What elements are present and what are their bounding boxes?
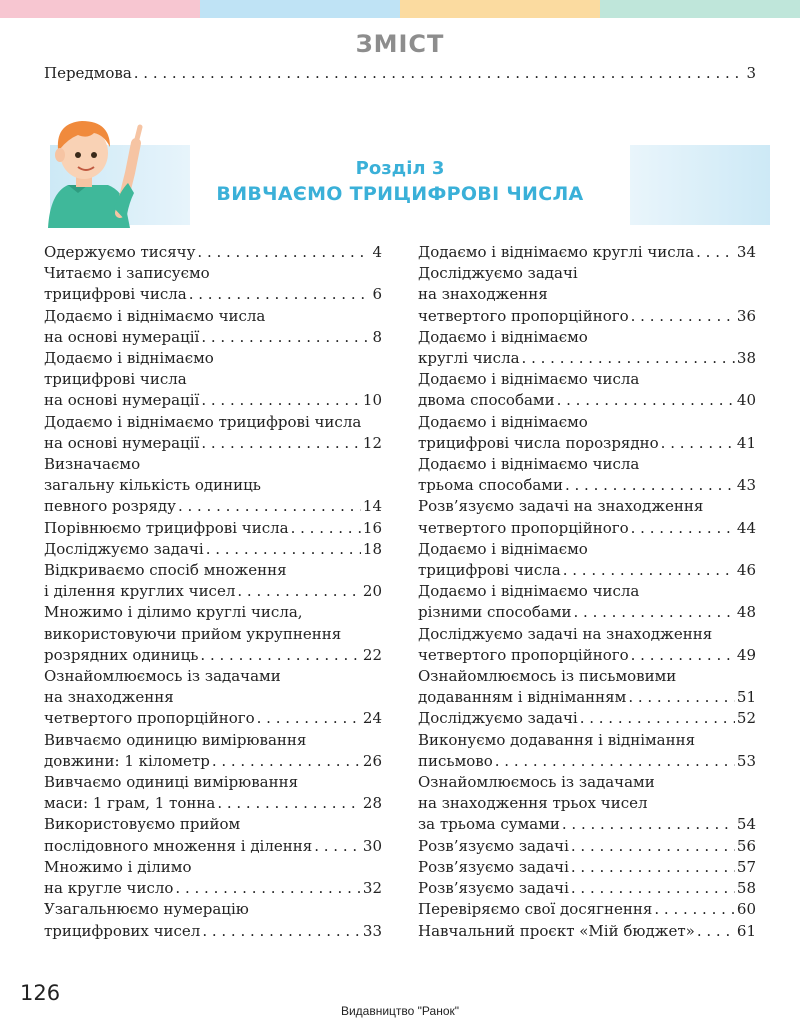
toc-entry-text: Одержуємо тисячу (44, 243, 196, 261)
preface-page: 3 (746, 64, 756, 82)
toc-entry[interactable] (44, 518, 382, 539)
dot-leader (631, 518, 735, 539)
toc-entry-page: 20 (362, 582, 382, 601)
dot-leader (206, 539, 361, 560)
toc-entry-page: 14 (362, 497, 382, 516)
dot-leader (661, 433, 735, 454)
toc-entry-page: 6 (372, 285, 382, 304)
toc-entry-text: Додаємо і віднімаємо числа (418, 455, 640, 474)
toc-entry-text: Перевіряємо свої досягнення (418, 900, 653, 919)
dot-leader (202, 921, 361, 942)
toc-entry[interactable] (44, 730, 382, 772)
toc-entry[interactable] (418, 666, 756, 708)
toc-entry-text: Розв’язуємо задачі (418, 879, 569, 898)
toc-entry-text: Використовуємо прийом (44, 815, 241, 834)
dot-leader (495, 751, 735, 772)
dot-leader (631, 645, 735, 666)
toc-entry-text: трьома способами (418, 476, 563, 495)
dot-leader (212, 751, 361, 772)
toc-entry[interactable] (44, 348, 382, 412)
toc-entry-text: трицифрові числа (44, 370, 187, 389)
dot-leader (217, 793, 361, 814)
toc-entry[interactable] (44, 242, 382, 263)
toc-entry[interactable] (44, 306, 382, 348)
toc-entry-text: Порівнюємо трицифрові числа (44, 518, 289, 537)
toc-entry-page: 61 (736, 921, 756, 940)
toc-entry[interactable] (418, 899, 756, 920)
toc-entry[interactable] (418, 454, 756, 496)
toc-entry-text: на основі нумерації (44, 327, 200, 346)
toc-entry-text: послідовного множення і ділення (44, 836, 313, 855)
toc-entry-text: і ділення круглих чисел (44, 582, 236, 601)
toc-entry[interactable] (44, 263, 382, 305)
toc-entry-page: 58 (736, 879, 756, 898)
dot-leader (631, 306, 735, 327)
section-title: ВИВЧАЄМО ТРИЦИФРОВІ ЧИСЛА (216, 183, 584, 205)
dot-leader (628, 687, 735, 708)
toc-entry-page: 38 (736, 349, 756, 368)
toc-entry-page: 32 (362, 879, 382, 898)
toc-entry[interactable] (44, 857, 382, 899)
toc-entry[interactable] (44, 602, 382, 666)
toc-entry-page: 4 (372, 243, 382, 261)
dot-leader (237, 581, 361, 602)
dot-leader (571, 836, 735, 857)
toc-entry-text: Ознайомлюємось із задачами (44, 667, 281, 686)
toc-entry-text: четвертого пропорційного (418, 645, 629, 664)
toc-entry-text: Досліджуємо задачі (418, 264, 578, 283)
toc-entry-page: 30 (362, 836, 382, 855)
dot-leader (197, 242, 370, 263)
toc-entry[interactable] (418, 836, 756, 857)
toc-entry-text: круглі числа (418, 349, 520, 368)
section-number: Розділ 3 (355, 158, 445, 179)
toc-entry-text: за трьома сумами (418, 815, 560, 834)
toc-entry-text: на основі нумерації (44, 433, 200, 452)
toc-entry[interactable] (418, 242, 756, 263)
toc-entry-text: різними способами (418, 603, 572, 622)
toc-entry-page: 60 (736, 900, 756, 919)
toc-entry-page: 33 (362, 921, 382, 940)
toc-entry-text: Множимо і ділимо (44, 857, 192, 876)
toc-entry-text: Додаємо і віднімаємо числа (418, 582, 640, 601)
toc-entry-text: на знаходження трьох чисел (418, 794, 648, 813)
toc-entry-text: письмово (418, 751, 493, 770)
toc-entry-text: трицифрові числа (44, 285, 187, 304)
dot-leader (201, 327, 370, 348)
toc-entry-page: 10 (362, 391, 382, 410)
toc-entry[interactable] (418, 772, 756, 836)
color-strip-blue (200, 0, 400, 18)
toc-entry[interactable] (418, 921, 756, 942)
toc-entry-page: 26 (362, 751, 382, 770)
toc-entry-text: додаванням і відніманням (418, 688, 627, 707)
toc-entry-page: 41 (736, 433, 756, 452)
toc-entry[interactable] (418, 708, 756, 729)
toc-entry-text: загальну кількість одиниць (44, 476, 261, 495)
toc-entry-text: четвертого пропорційного (418, 518, 629, 537)
toc-entry-page: 43 (736, 476, 756, 495)
toc-entry-text: Вивчаємо одиницю вимірювання (44, 730, 307, 749)
toc-entry-text: на основі нумерації (44, 391, 200, 410)
toc-entry-text: Досліджуємо задачі на знаходження (418, 624, 713, 643)
toc-entry-page: 54 (736, 815, 756, 834)
toc-entry[interactable] (44, 539, 382, 560)
toc-entry[interactable] (44, 666, 382, 730)
toc-entry-text: Ознайомлюємось із письмовими (418, 667, 677, 686)
toc-entry-text: розрядних одиниць (44, 645, 199, 664)
preface-title: Передмова (44, 64, 132, 82)
dot-leader (200, 645, 360, 666)
toc-entry[interactable] (418, 369, 756, 411)
toc-entry[interactable] (418, 581, 756, 623)
section-banner (30, 113, 770, 233)
toc-entry-page: 18 (362, 539, 382, 558)
toc-entry[interactable] (418, 412, 756, 454)
toc-entry-text: маси: 1 грам, 1 тонна (44, 794, 216, 813)
toc-entry-text: Досліджуємо задачі (44, 539, 204, 558)
color-strip-green (600, 0, 800, 18)
dot-leader (291, 518, 361, 539)
toc-entry-text: трицифрові числа порозрядно (418, 433, 659, 452)
toc-entry-text: трицифрових чисел (44, 921, 201, 940)
toc-right-column (418, 242, 756, 942)
toc-entry-text: на знаходження (418, 285, 548, 304)
dot-leader (571, 857, 735, 878)
toc-entry[interactable] (44, 454, 382, 518)
dot-leader (189, 284, 371, 305)
top-color-bar (0, 0, 800, 18)
toc-entry-text: використовуючи прийом укрупнення (44, 624, 342, 643)
preface-entry[interactable] (44, 63, 756, 84)
dot-leader (134, 63, 745, 84)
dot-leader (522, 348, 735, 369)
dot-leader (257, 708, 361, 729)
toc-entry-text: Вивчаємо одиниці вимірювання (44, 773, 299, 792)
publisher-footer: Видавництво "Ранок" (340, 1004, 460, 1018)
toc-entry-page: 51 (736, 688, 756, 707)
toc-entry-page: 48 (736, 603, 756, 622)
toc-entry-text: Додаємо і віднімаємо числа (418, 370, 640, 389)
dot-leader (696, 242, 735, 263)
toc-entry-text: Ознайомлюємось із задачами (418, 773, 655, 792)
toc-entry-text: Додаємо і віднімаємо (418, 412, 588, 431)
toc-entry-page: 57 (736, 857, 756, 876)
toc-entry-page: 36 (736, 306, 756, 325)
dot-leader (580, 708, 735, 729)
dot-leader (201, 433, 361, 454)
toc-entry-text: Відкриваємо спосіб множення (44, 561, 287, 580)
toc-entry-text: четвертого пропорційного (418, 306, 629, 325)
dot-leader (571, 878, 735, 899)
toc-entry-text: на знаходження (44, 688, 174, 707)
dot-leader (574, 602, 735, 623)
dot-leader (654, 899, 735, 920)
dot-leader (563, 560, 735, 581)
toc-entry-text: Навчальний проєкт «Мій бюджет» (418, 921, 695, 940)
color-strip-pink (0, 0, 200, 18)
toc-entry-text: Досліджуємо задачі (418, 709, 578, 728)
toc-entry-page: 12 (362, 433, 382, 452)
toc-entry[interactable] (418, 327, 756, 369)
toc-entry-page: 52 (736, 709, 756, 728)
toc-entry[interactable] (418, 539, 756, 581)
toc-entry-text: Додаємо і віднімаємо (418, 327, 588, 346)
toc-entry-page: 34 (736, 243, 756, 261)
toc-entry-text: на кругле число (44, 879, 174, 898)
toc-entry-page: 49 (736, 645, 756, 664)
toc-entry[interactable] (418, 730, 756, 772)
toc-entry-text: Множимо і ділимо круглі числа, (44, 603, 303, 622)
toc-entry-text: Додаємо і віднімаємо числа (44, 306, 266, 325)
toc-entry-text: Розв’язуємо задачі (418, 836, 569, 855)
dot-leader (565, 475, 735, 496)
toc-entry-page: 22 (362, 645, 382, 664)
toc-entry-text: двома способами (418, 391, 555, 410)
toc-entry[interactable] (418, 496, 756, 538)
toc-entry-text: Додаємо і віднімаємо (418, 539, 588, 558)
toc-entry-text: Розв’язуємо задачі (418, 857, 569, 876)
toc-entry[interactable] (44, 772, 382, 814)
toc-entry[interactable] (418, 878, 756, 899)
toc-entry[interactable] (418, 624, 756, 666)
dot-leader (562, 814, 735, 835)
page-number: 126 (20, 981, 61, 1005)
toc-entry-page: 40 (736, 391, 756, 410)
toc-entry-text: четвертого пропорційного (44, 709, 255, 728)
toc-entry[interactable] (418, 857, 756, 878)
toc-entry[interactable] (44, 560, 382, 602)
toc-entry-text: Додаємо і віднімаємо круглі числа (418, 243, 695, 261)
page-heading: ЗМІСТ (355, 30, 445, 58)
dot-leader (314, 836, 361, 857)
dot-leader (175, 878, 360, 899)
dot-leader (697, 921, 735, 942)
toc-entry-text: Розв’язуємо задачі на знаходження (418, 497, 704, 516)
toc-entry-text: Визначаємо (44, 455, 141, 474)
toc-entry[interactable] (418, 263, 756, 327)
toc-entry-page: 53 (736, 751, 756, 770)
toc-entry-text: Виконуємо додавання і віднімання (418, 730, 696, 749)
toc-entry-text: Додаємо і віднімаємо (44, 349, 214, 368)
dot-leader (557, 390, 735, 411)
toc-entry-page: 16 (362, 518, 382, 537)
toc-entry-page: 56 (736, 836, 756, 855)
toc-entry-page: 8 (372, 327, 382, 346)
toc-entry-text: Додаємо і віднімаємо трицифрові числа (44, 412, 362, 431)
toc-entry-text: довжини: 1 кілометр (44, 751, 210, 770)
toc-left-column (44, 242, 382, 942)
dot-leader (178, 496, 361, 517)
toc-entry-text: Читаємо і записуємо (44, 264, 210, 283)
toc-entry-text: трицифрові числа (418, 561, 561, 580)
dot-leader (201, 390, 361, 411)
toc-entry-page: 46 (736, 561, 756, 580)
toc-entry[interactable] (44, 899, 382, 941)
toc-entry-text: Узагальнюємо нумерацію (44, 900, 249, 919)
toc-entry-page: 24 (362, 709, 382, 728)
toc-entry[interactable] (44, 814, 382, 856)
toc-entry-page: 44 (736, 518, 756, 537)
toc-entry-page: 28 (362, 794, 382, 813)
color-strip-yellow (400, 0, 600, 18)
toc-entry[interactable] (44, 412, 382, 454)
toc-entry-text: певного розряду (44, 497, 176, 516)
